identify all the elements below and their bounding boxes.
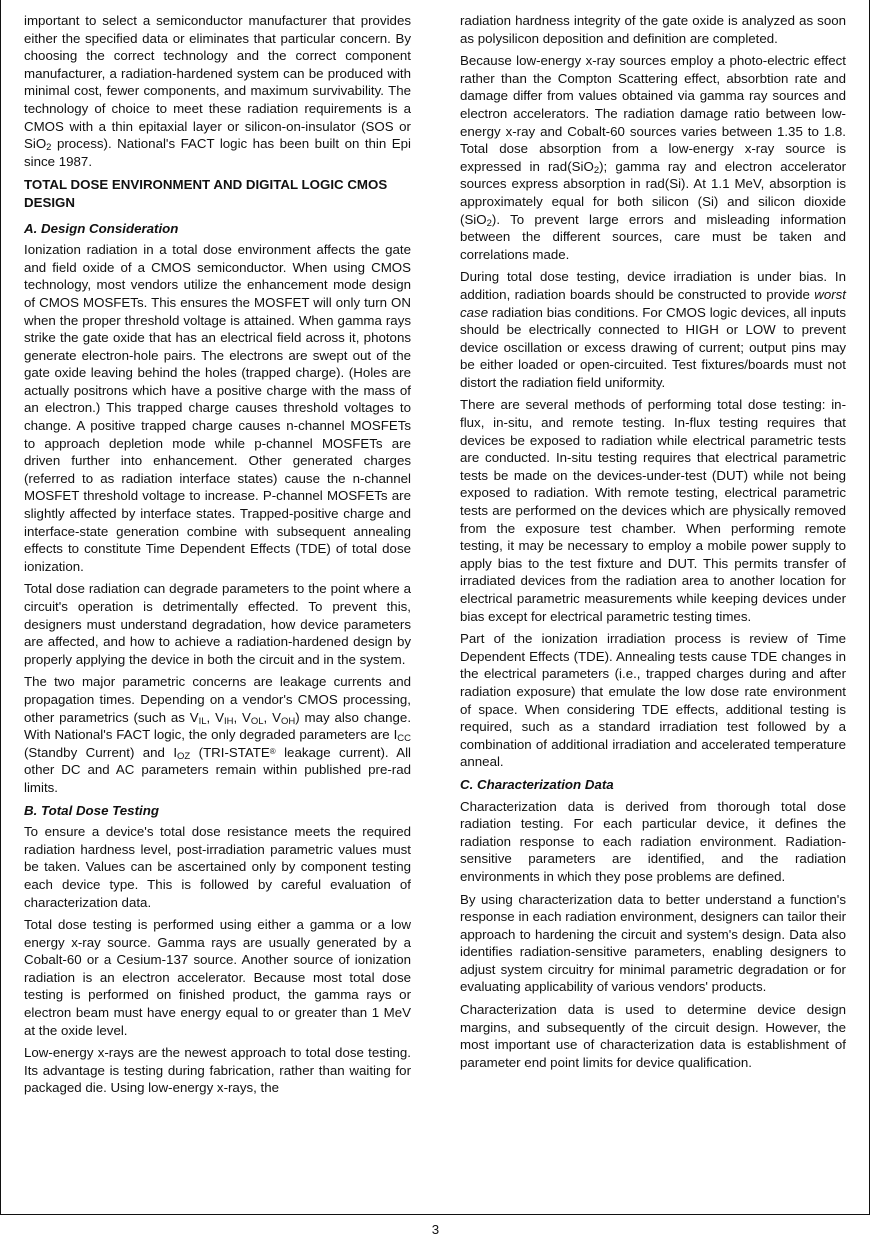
- subsection-heading-a: A. Design Consideration: [24, 220, 179, 236]
- page-number: 3: [431, 1222, 440, 1237]
- paragraph: Low-energy x-rays are the newest approach to total dose testing. Its advantage is testing during fabrication, rather than waiting for packaged die. Using low-energy x-rays, the: [24, 1045, 411, 1096]
- paragraph: There are several methods of performing total dose testing: in-flux, in-situ, and remote testing. In-flux testing requires that devices be exposed to radiation while electrical parametric tests are conducted. In-situ testing requires that electrical parametric tests be made on the devices-under-test (DUT) while not being exposed to radiation. With remote testing, electrical parametric tests are performed on the devices which are physically removed from the exposure test chamber. When performing remote testing, it may be necessary to employ a mobile power supply to apply bias to the test fixture and DUT. This permits transfer of irradiated devices from the radiation area to another location for electrical parametric measurements while keeping devices under bias except for electrical parametric testing times.: [460, 397, 846, 624]
- paragraph: important to select a semiconductor manufacturer that provides either the specified data or eliminates that particular concern. By choosing the correct technology and the correct component manufacturer, a radiation-hardened system can be produced with minimal cost, fewer components, and maximum survivability. The technology of choice to meet these radiation requirements is a CMOS with a thin epitaxial layer or silicon-on-insulator (SOS or SiO$_2$ process). National's FACT logic has been built on thin Epi since 1987.: [24, 13, 411, 169]
- paragraph: To ensure a device's total dose resistance meets the required radiation hardness level, post-irradiation parametric values must be taken. Values can be ascertained only by component testing each device type. This is followed by careful evaluation of characterization data.: [24, 824, 411, 910]
- paragraph: Characterization data is used to determine device design margins, and subsequently of the circuit design. However, the most important use of characterization data is establishment of parameter end point limits for device qualification.: [460, 1002, 846, 1070]
- paragraph: During total dose testing, device irradiation is under bias. In addition, radiation boards should be constructed to provide worst case radiation bias conditions. For CMOS logic devices, all inputs should be electrically connected to HIGH or LOW to prevent device oscillation or excess drawing of current; output pins may be either loaded or open-circuited. Test fixtures/boards must not distort the radiation field uniformity.: [460, 269, 846, 390]
- paragraph: Part of the ionization irradiation process is review of Time Dependent Effects (TDE). Annealing tests cause TDE changes in the electrical parameters (i.e., trapped charges during and after radiation exposure) that emulate the low dose rate environment of space. When considering TDE effects, additional testing is required, such as a standard irradiation test followed by a combination of additional irradiation and accelerated temperature anneal.: [460, 631, 846, 770]
- paragraph: Characterization data is derived from thorough total dose radiation testing. For each particular device, it defines the radiation response to each radiation environment. Radiation-sensitive parameters are identified, and the radiation environments in which they pose problems are defined.: [460, 798, 846, 884]
- right-column: [460, 12, 846, 1076]
- paragraph: The two major parametric concerns are leakage currents and propagation times. Depending on a vendor's CMOS processing, other parametrics (such as $V_{IL}$, $V_{IH}$, $V_{OL}$, $V_{OH}$) may also change. With National's FACT logic, the only degraded parameters are $I_{CC}$ (Standby Current) and $I_{OZ}$ (TRI-STATE® leakage current). All other DC and AC parameters remain within published pre-rad limits.: [24, 674, 412, 795]
- subsection-heading-b: B. Total Dose Testing: [24, 802, 159, 818]
- paragraph: Because low-energy x-ray sources employ a photo-electric effect rather than the Compton Scattering effect, absorbtion rate and damage differ from values obtained via gamma ray sources and electron accelerators. The radiation damage ratio between low-energy x-ray and Cobalt-60 sources varies between 1.35 to 1.8. Total dose absorption from a low-energy x-ray source is expressed in rad(SiO$_2$); gamma ray and electron accelerator sources express absorption in rad(Si). At 1.1 MeV, absorption is approximately equal for both silicon (Si) and silicon dioxide (SiO$_2$). To prevent large errors and misleading information between the different sources, care must be taken and correlations made.: [460, 53, 847, 262]
- paragraph: radiation hardness integrity of the gate oxide is analyzed as soon as polysilicon deposition and definition are completed.: [460, 13, 846, 46]
- paragraph: Total dose testing is performed using either a gamma or a low energy x-ray source. Gamma rays are usually generated by a Cobalt-60 or a Cesium-137 source. Another source of ionization radiation is an electron accelerator. Because most total dose testing is performed on finished product, the gamma rays or electron beam must have energy equal to or greater than 1 MeV at the oxide level.: [24, 917, 411, 1038]
- section-heading: TOTAL DOSE ENVIRONMENT AND DIGITAL LOGIC CMOS DESIGN: [24, 177, 388, 210]
- left-column: [24, 12, 411, 1102]
- paragraph: Total dose radiation can degrade parameters to the point where a circuit's operation is detrimentally effected. To prevent this, designers must understand degradation, how device parameters are affected, and how to achieve a radiation-hardened design by properly applying the device in both the circuit and in the system.: [24, 581, 411, 667]
- paragraph: Ionization radiation in a total dose environment affects the gate and field oxide of a CMOS semiconductor. When using CMOS technology, most vendors utilize the enhancement mode design of CMOS MOSFETs. This ensures the MOSFET will only turn ON when the proper threshold voltage is attained. When gamma rays strike the gate oxide that has an electrical field across it, photons generate electron-hole pairs. The electrons are swept out of the gate oxide leaving behind the holes (trapped charge). (Holes are actually positrons which have a positive charge with the mass of an electron.) This trapped charge causes threshold voltages to change. A positive trapped charge causes n-channel MOSFETs to approach depletion mode while p-channel MOSFETs are driven further into enhancement. Other generated charges (referred to as radiation interface states) cause the n-channel MOSFET threshold voltage to increase. P-channel MOSFETs are slightly affected by interface states. Trapped-positive charge and interface-state generation combine with subsequent annealing effects to constitute Time Dependent Effects (TDE) of total dose ionization.: [24, 242, 411, 574]
- subsection-heading-c: C. Characterization Data: [460, 776, 614, 792]
- paragraph: By using characterization data to better understand a function's response in each radiation environment, designers can tailor their approach to hardening the circuit and system's design. Data also identifies radiation-sensitive parameters, enabling designers to adjust system circuitry for minimal parametric degradation or for evaluating applicability of various vendors' products.: [460, 891, 846, 995]
